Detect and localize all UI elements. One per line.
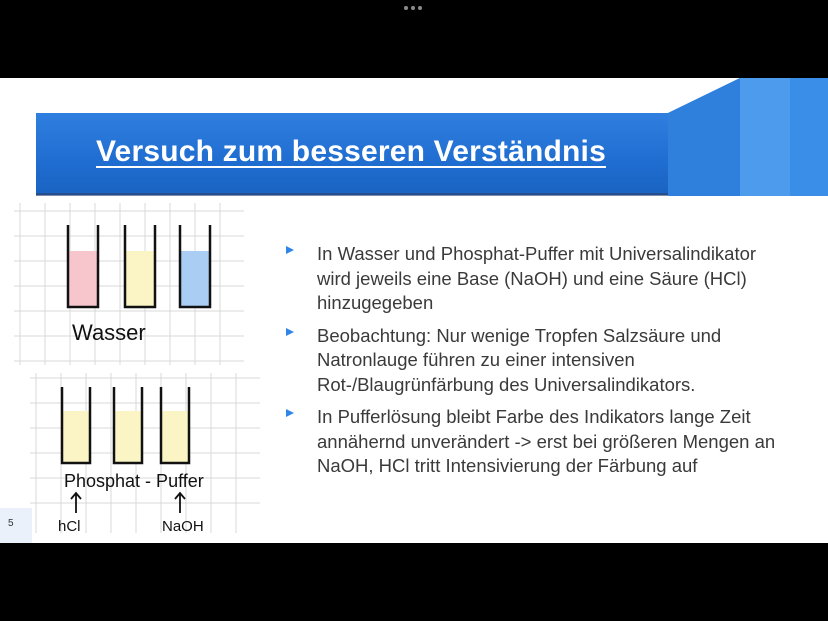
- bullet-item: [286, 242, 786, 316]
- label-wasser: Wasser: [72, 320, 146, 345]
- bullet-text: In Wasser und Phosphat-Puffer mit Universalindikator wird jeweils eine Base (NaOH) und eine Säure (HCl) hinzugegeben: [317, 243, 757, 313]
- bullet-item: [286, 405, 786, 479]
- page-number-tab: [0, 508, 32, 543]
- tube-fill-blue: [181, 251, 209, 307]
- more-options-icon[interactable]: [404, 6, 424, 12]
- bullet-item: [286, 324, 786, 398]
- presentation-slide: [0, 78, 828, 543]
- bullet-arrow-icon: [286, 246, 294, 254]
- page-number: 5: [8, 518, 14, 529]
- slide-title: Versuch zum besseren Verständnis: [96, 135, 606, 168]
- bottom-bar: [0, 543, 828, 621]
- bullet-text: In Pufferlösung bleibt Farbe des Indikators lange Zeit annähernd unverändert -> erst bei größeren Mengen an NaOH, HCl tritt Intensivierung der Färbung auf: [317, 406, 776, 476]
- top-bar: [0, 0, 828, 78]
- bullet-text: Beobachtung: Nur wenige Tropfen Salzsäure und Natronlauge führen zu einer intensiven Rot-/Blaugrünfärbung des Universalindikators.: [317, 324, 722, 395]
- label-hcl: hCl: [58, 518, 81, 533]
- bullet-arrow-icon: [286, 409, 294, 417]
- bullet-list: [286, 242, 786, 487]
- tube-fill-yellow-1: [63, 411, 89, 463]
- tube-fill-yellow-3: [162, 411, 188, 463]
- label-phosphat-puffer: Phosphat - Puffer: [64, 471, 204, 491]
- tube-fill-yellow: [126, 251, 154, 307]
- tube-fill-red: [69, 251, 97, 307]
- tube-fill-yellow-2: [115, 411, 141, 463]
- title-shadow: [36, 193, 668, 196]
- sketch-water: [14, 203, 244, 365]
- sketch-phosphate-buffer: [30, 373, 260, 533]
- label-naoh: NaOH: [162, 518, 204, 533]
- bullet-arrow-icon: [286, 328, 294, 336]
